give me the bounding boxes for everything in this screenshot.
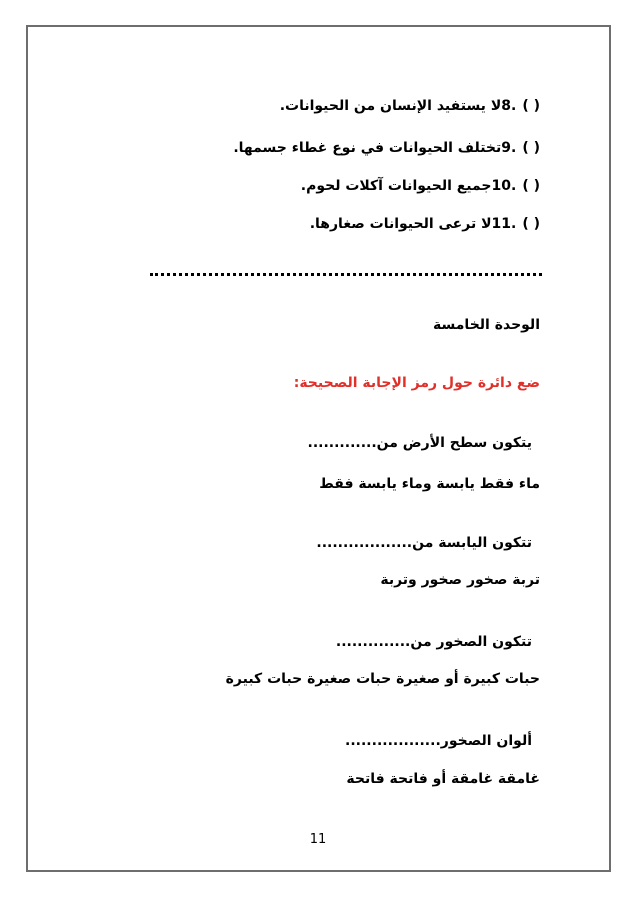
statement-10 <box>301 177 540 195</box>
question-4: ألوان الصخور.................. <box>345 733 532 749</box>
statement-number: .8 <box>501 98 517 114</box>
instruction: ضع دائرة حول رمز الإجابة الصحيحة: <box>293 375 540 391</box>
question-4-options[interactable]: غامقة غامقة أو فاتحة فاتحة <box>346 771 540 787</box>
statement-11 <box>310 215 540 233</box>
answer-parentheses[interactable]: ( ) <box>522 216 540 232</box>
question-1: يتكون سطح الأرض من............. <box>307 435 532 451</box>
statement-text: جميع الحيوانات آكلات لحوم. <box>300 178 492 194</box>
statement-number: .11 <box>491 216 517 232</box>
dotted-separator <box>150 259 542 276</box>
statement-text: لا يستفيد الإنسان من الحيوانات. <box>279 98 502 114</box>
statement-9 <box>233 139 540 157</box>
statement-number: .10 <box>491 178 517 194</box>
question-3-options[interactable]: حبات كبيرة أو صغيرة حبات صغيرة حبات كبيرة <box>225 671 540 687</box>
question-2: تتكون اليابسة من.................. <box>316 535 532 551</box>
statement-8 <box>280 97 540 115</box>
answer-parentheses[interactable]: ( ) <box>522 98 540 114</box>
answer-parentheses[interactable]: ( ) <box>522 178 540 194</box>
answer-parentheses[interactable]: ( ) <box>522 140 540 156</box>
question-3: تتكون الصخور من.............. <box>335 634 532 650</box>
statement-text: تختلف الحيوانات في نوع غطاء جسمها. <box>233 140 502 156</box>
question-2-options[interactable]: تربة صخور صخور وتربة <box>380 572 540 588</box>
unit-title: الوحدة الخامسة <box>433 317 540 333</box>
statement-number: .9 <box>501 140 517 156</box>
statement-text: لا ترعى الحيوانات صغارها. <box>309 216 492 232</box>
question-1-options[interactable]: ماء فقط يابسة وماء يابسة فقط <box>319 476 540 492</box>
page-number: 11 <box>309 832 327 847</box>
